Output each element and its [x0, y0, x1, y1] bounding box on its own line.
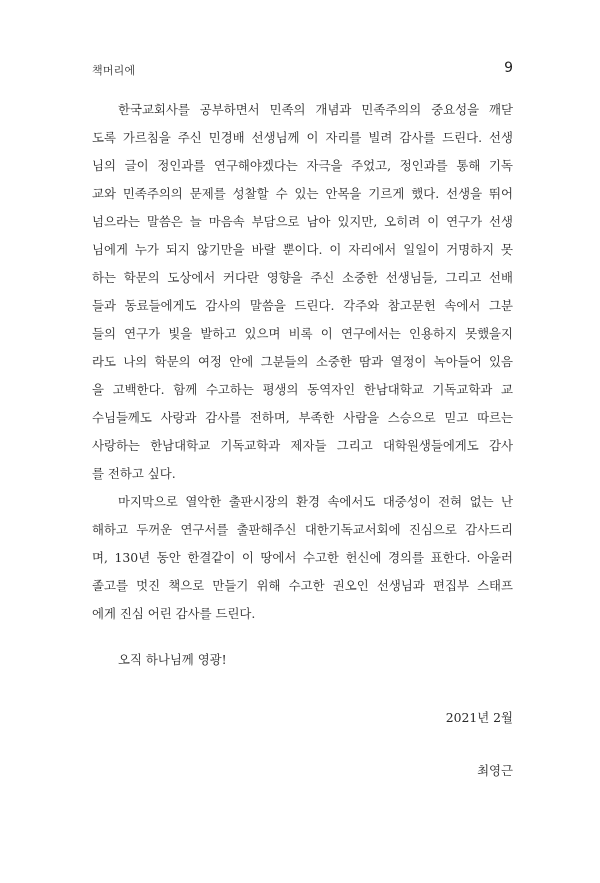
text-line: 님에게 누가 되지 않기만을 바랄 뿐이다. 이 자리에서 일일이 거명하지 못 [92, 242, 513, 257]
text-line: 에게 진심 어린 감사를 드린다. [92, 606, 256, 621]
text-line: 을 고백한다. 함께 수고하는 평생의 동역자인 한남대학교 기독교학과 교 [92, 382, 513, 397]
text-line: 님의 글이 정인과를 연구해야겠다는 자극을 주었고, 정인과를 통해 기독 [92, 158, 513, 173]
text-line: 며, 130년 동안 한결같이 이 땅에서 수고한 헌신에 경의를 표한다. 아울러 [92, 550, 513, 565]
text-line: 한국교회사를 공부하면서 민족의 개념과 민족주의의 중요성을 깨닫 [118, 102, 513, 117]
paragraph [92, 96, 513, 488]
text-line: 들의 연구가 빛을 발하고 있으며 비록 이 연구에서는 인용하지 못했을지 [92, 326, 513, 341]
text-line: 들과 동료들에게도 감사의 말씀을 드린다. 각주와 참고문헌 속에서 그분 [92, 298, 513, 313]
text-line: 교와 민족주의의 문제를 성찰할 수 있는 안목을 기르게 했다. 선생을 뛰어 [92, 186, 513, 201]
text-line: 하는 학문의 도상에서 커다란 영향을 주신 소중한 선생님들, 그리고 선배 [92, 270, 513, 285]
author-signature: 최영근 [477, 763, 513, 778]
text-line: 를 전하고 싶다. [92, 466, 176, 481]
text-line: 해하고 두꺼운 연구서를 출판해주신 대한기독교서회에 진심으로 감사드리 [92, 522, 513, 537]
closing-line: 오직 하나님께 영광! [118, 652, 227, 667]
text-line: 도록 가르침을 주신 민경배 선생님께 이 자리를 빌려 감사를 드린다. 선생 [92, 130, 513, 145]
preface-body [92, 96, 513, 628]
text-line: 수님들께도 사랑과 감사를 전하며, 부족한 사람을 스승으로 믿고 따르는 [92, 410, 513, 425]
page-number: 9 [504, 60, 513, 76]
text-line: 졸고를 멋진 책으로 만들기 위해 수고한 권오인 선생님과 편집부 스태프 [92, 578, 513, 593]
running-header: 책머리에 [92, 64, 136, 77]
text-line: 넘으라는 말씀은 늘 마음속 부담으로 남아 있지만, 오히려 이 연구가 선생 [92, 214, 513, 229]
text-line: 사랑하는 한남대학교 기독교학과 제자들 그리고 대학원생들에게도 감사 [92, 438, 513, 453]
text-line: 라도 나의 학문의 여정 안에 그분들의 소중한 땀과 열정이 녹아들어 있음 [92, 354, 513, 369]
paragraph [92, 488, 513, 628]
text-line: 마지막으로 열악한 출판시장의 환경 속에서도 대중성이 전혀 없는 난 [118, 494, 513, 509]
date: 2021년 2월 [445, 710, 513, 725]
